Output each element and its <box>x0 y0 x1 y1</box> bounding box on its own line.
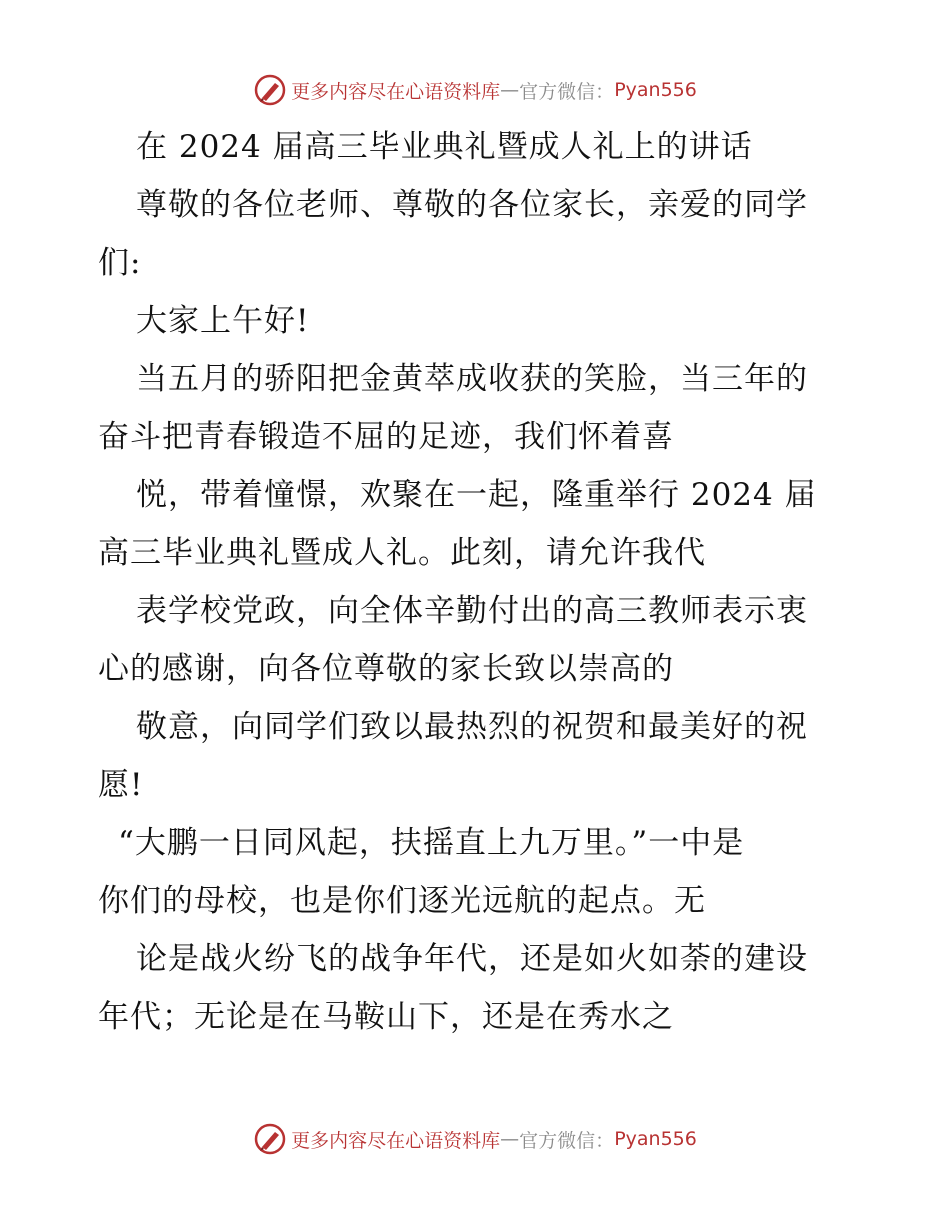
watermark-separator: — <box>500 79 520 101</box>
watermark-account: Pyan556 <box>614 79 697 101</box>
paragraph-line: 年代；无论是在马鞍山下，还是在秀水之 <box>98 999 674 1035</box>
paragraph-line: 论是战火纷飞的战争年代，还是如火如荼的建设 <box>136 941 808 977</box>
paragraph-line: 大家上午好! <box>136 303 310 339</box>
paragraph-line: 心的感谢，向各位尊敬的家长致以崇高的 <box>98 651 674 687</box>
watermark-label: 官方微信： <box>519 1129 615 1152</box>
footer-watermark <box>0 1119 950 1159</box>
watermark-account: Pyan556 <box>614 1128 697 1150</box>
paragraph-line: 当五月的骄阳把金黄萃成收获的笑脸，当三年的 <box>136 361 808 397</box>
paragraph-line: 悦，带着憧憬，欢聚在一起，隆重举行 2024 届 <box>136 477 817 513</box>
watermark-separator: — <box>500 1128 520 1150</box>
paragraph-line: 高三毕业典礼暨成人礼。此刻，请允许我代 <box>98 535 706 571</box>
paragraph-line: 奋斗把青春锻造不屈的足迹，我们怀着喜 <box>98 419 674 455</box>
paragraph-line: “大鹏一日同风起，扶摇直上九万里。”一中是 <box>118 825 745 861</box>
paragraph-line: 敬意，向同学们致以最热烈的祝贺和最美好的祝 <box>136 709 808 745</box>
paragraph-line: 们: <box>98 245 142 281</box>
watermark-label: 官方微信： <box>519 80 615 103</box>
paragraph-line: 愿! <box>98 767 144 803</box>
paragraph-line: 你们的母校，也是你们逐光远航的起点。无 <box>98 883 706 919</box>
pen-logo-icon <box>253 1122 287 1156</box>
paragraph-line: 表学校党政，向全体辛勤付出的高三教师表示衷 <box>136 593 808 629</box>
header-watermark <box>0 70 950 110</box>
pen-logo-icon <box>253 73 287 107</box>
paragraph-line: 尊敬的各位老师、尊敬的各位家长，亲爱的同学 <box>136 187 808 223</box>
document-title: 在 2024 届高三毕业典礼暨成人礼上的讲话 <box>136 129 753 165</box>
watermark-brand: 更多内容尽在心语资料库 <box>291 80 501 103</box>
watermark-brand: 更多内容尽在心语资料库 <box>291 1129 501 1152</box>
